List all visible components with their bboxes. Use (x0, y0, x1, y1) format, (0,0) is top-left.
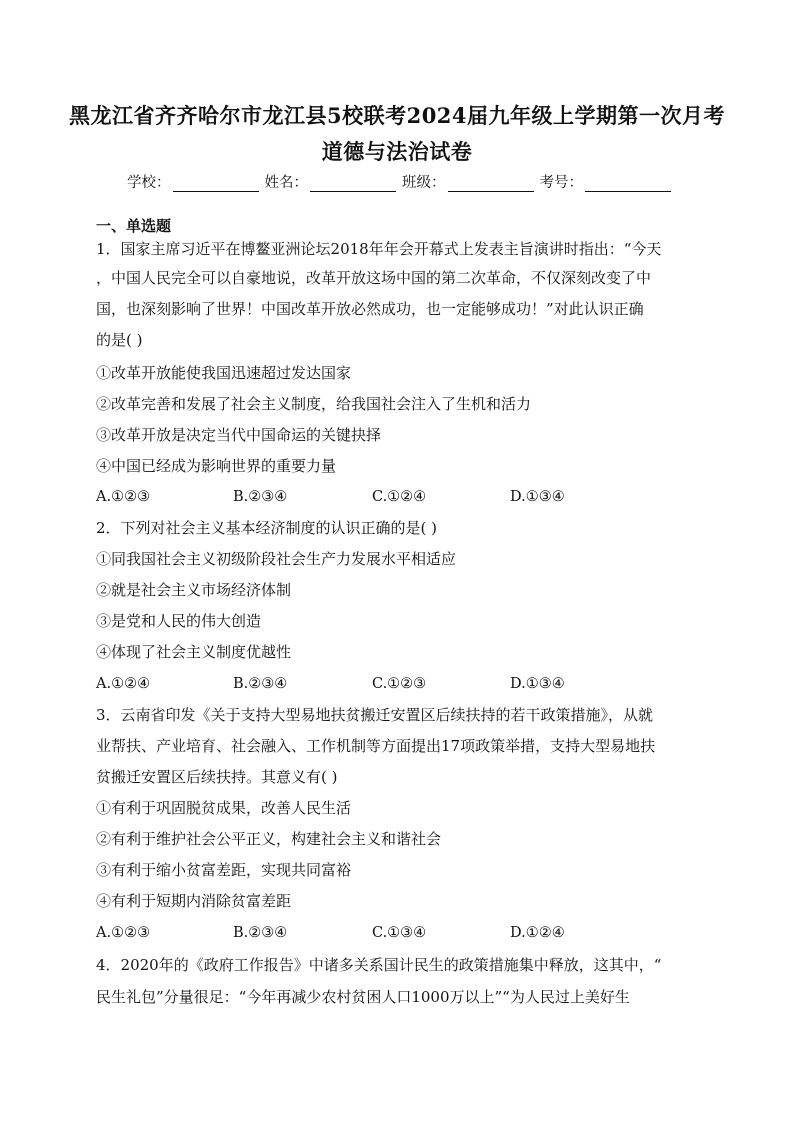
exam-number-blank[interactable] (585, 178, 671, 192)
class-field (402, 171, 534, 192)
question-3-statement: ①有利于巩固脱贫成果，改善人民生活 (96, 799, 352, 817)
school-field (127, 171, 259, 192)
name-blank[interactable] (310, 178, 396, 192)
question-1-line: 1．国家主席习近平在博鳌亚洲论坛2018年年会开幕式上发表主旨演讲时指出：“今天 (96, 240, 662, 258)
option-a[interactable]: A.①②③ (96, 489, 151, 505)
school-blank[interactable] (173, 178, 259, 192)
question-2-line: 2．下列对社会主义基本经济制度的认识正确的是( ) (96, 519, 438, 537)
student-info-row (127, 170, 687, 192)
question-1-line: ，中国人民完全可以自豪地说，改革开放这场中国的第二次革命，不仅深刻改变了中 (96, 269, 652, 287)
option-a[interactable]: A.①②④ (96, 676, 151, 692)
question-2-options (96, 673, 716, 695)
question-3-line: 贫搬迁安置区后续扶持。其意义有( ) (96, 768, 338, 786)
exam-number-label: 考号： (539, 175, 583, 191)
option-d[interactable]: D.①③④ (510, 489, 565, 505)
name-label: 姓名： (264, 175, 308, 191)
question-3-options (96, 922, 716, 944)
question-2-statement: ③是党和人民的伟大创造 (96, 612, 262, 630)
question-1-statement: ④中国已经成为影响世界的重要力量 (96, 457, 337, 475)
question-2-statement: ①同我国社会主义初级阶段社会生产力发展水平相适应 (96, 550, 457, 568)
question-3-statement: ④有利于短期内消除贫富差距 (96, 892, 292, 910)
option-c[interactable]: C.①②③ (372, 676, 427, 692)
question-1-statement: ③改革开放是决定当代中国命运的关键抉择 (96, 426, 382, 444)
question-3-statement: ②有利于维护社会公平正义，构建社会主义和谐社会 (96, 830, 442, 848)
question-2-statement: ④体现了社会主义制度优越性 (96, 643, 292, 661)
section-title: 一、单选题 (96, 217, 172, 235)
option-c[interactable]: C.①③④ (372, 925, 427, 941)
option-d[interactable]: D.①③④ (510, 676, 565, 692)
question-1-statement: ①改革开放能使我国迅速超过发达国家 (96, 364, 352, 382)
question-1-options (96, 486, 716, 508)
school-label: 学校： (127, 175, 171, 191)
class-label: 班级： (402, 175, 446, 191)
option-c[interactable]: C.①②④ (372, 489, 427, 505)
option-b[interactable]: B.②③④ (233, 925, 288, 941)
question-3-line: 3．云南省印发《关于支持大型易地扶贫搬迁安置区后续扶持的若干政策措施》，从就 (96, 706, 654, 724)
question-1-line: 国，也深刻影响了世界！中国改革开放必然成功，也一定能够成功！”对此认识正确 (96, 300, 644, 318)
option-d[interactable]: D.①②④ (510, 925, 565, 941)
question-3-line: 业帮扶、产业培育、社会融入、工作机制等方面提出17项政策举措，支持大型易地扶 (96, 737, 656, 755)
exam-number-field (540, 171, 672, 192)
option-b[interactable]: B.②③④ (233, 676, 288, 692)
page-title: 黑龙江省齐齐哈尔市龙江县5校联考2024届九年级上学期第一次月考 (68, 103, 726, 128)
question-1-statement: ②改革完善和发展了社会主义制度，给我国社会注入了生机和活力 (96, 395, 532, 413)
question-2-statement: ②就是社会主义市场经济体制 (96, 581, 292, 599)
class-blank[interactable] (448, 178, 534, 192)
question-1-line: 的是( ) (96, 331, 143, 349)
option-b[interactable]: B.②③④ (233, 489, 288, 505)
question-3-statement: ③有利于缩小贫富差距，实现共同富裕 (96, 861, 352, 879)
option-a[interactable]: A.①②③ (96, 925, 151, 941)
name-field (265, 171, 397, 192)
question-4-line: 民生礼包”分量很足：“今年再减少农村贫困人口1000万以上”“为人民过上美好生 (96, 988, 630, 1006)
question-4-line: 4．2020年的《政府工作报告》中诸多关系国计民生的政策措施集中释放，这其中，“ (96, 956, 662, 974)
page-subtitle: 道德与法治试卷 (321, 139, 473, 164)
